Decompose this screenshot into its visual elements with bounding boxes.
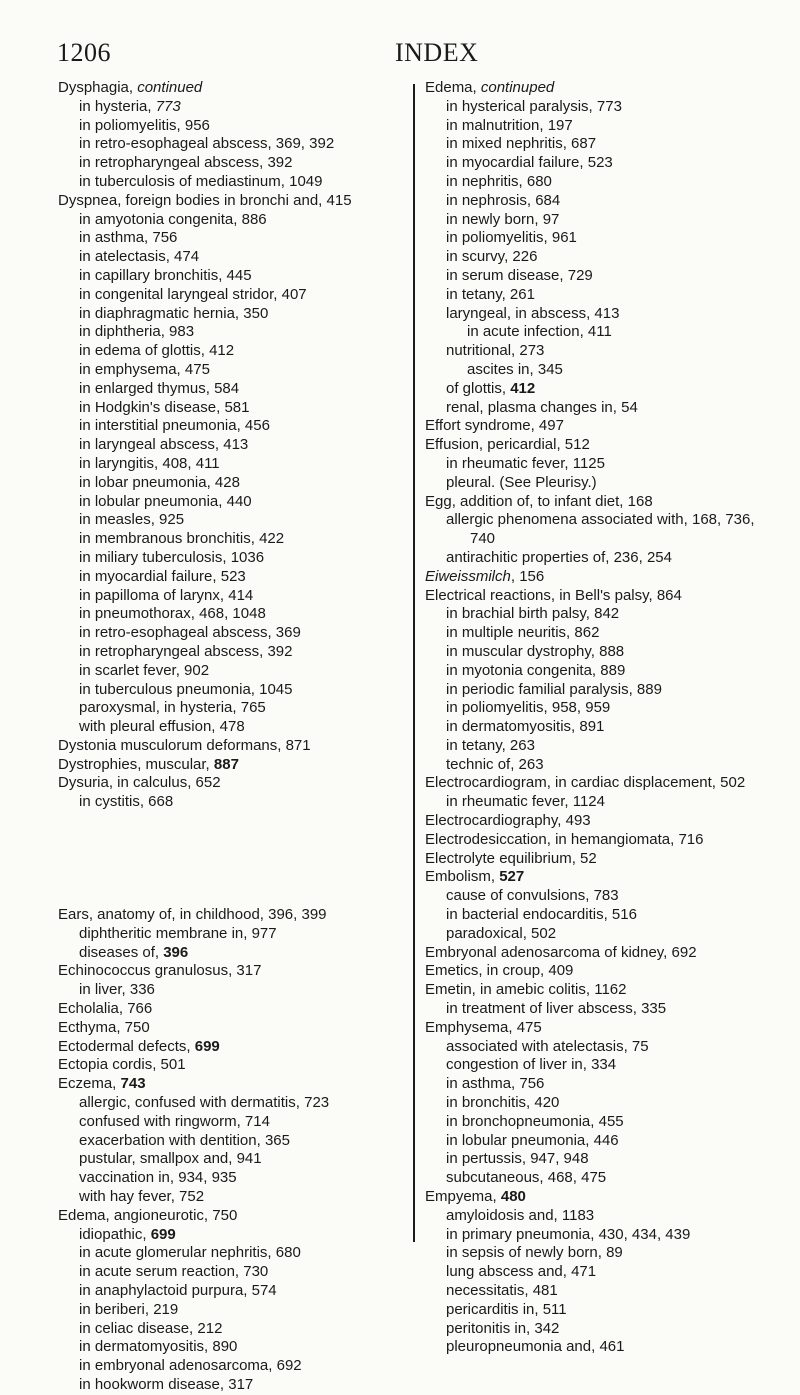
index-entry (425, 1019, 770, 1038)
index-subentry (58, 1113, 410, 1132)
entry-text: 887 (213, 755, 239, 773)
entry-text: laryngeal, in abscess, 413 (446, 304, 620, 322)
entry-text: lung abscess and, 471 (446, 1263, 597, 1281)
index-subentry (58, 718, 410, 737)
index-subentry (58, 455, 410, 474)
index-entry (425, 493, 770, 512)
entry-text: subcutaneous, 468, 475 (446, 1169, 607, 1187)
entry-text: 699 (194, 1037, 220, 1055)
index-entry (58, 1038, 410, 1057)
index-subentry (58, 493, 410, 512)
entry-text: renal, plasma changes in, 54 (446, 398, 638, 416)
index-entry (58, 1056, 410, 1075)
entry-text: , 156 (510, 567, 545, 585)
index-subentry (425, 549, 770, 568)
entry-text: in lobular pneumonia, 446 (446, 1131, 619, 1149)
index-subentry (58, 568, 410, 587)
index-entry (425, 436, 770, 455)
index-subentry (58, 323, 410, 342)
index-subentry (425, 1113, 770, 1132)
entry-text: in periodic familial paralysis, 889 (446, 680, 662, 698)
entry-text: in dermatomyositis, 891 (446, 718, 605, 736)
entry-text: allergic, confused with dermatitis, 723 (79, 1094, 330, 1112)
entry-text: Ectodermal defects, (58, 1037, 195, 1055)
entry-text: in retropharyngeal abscess, 392 (79, 154, 293, 172)
entry-text: in rheumatic fever, 1125 (446, 454, 605, 472)
index-subentry (58, 1244, 410, 1263)
index-subentry (58, 267, 410, 286)
index-subentry (425, 1038, 770, 1057)
index-subentry (58, 624, 410, 643)
entry-text: Ecthyma, 750 (58, 1018, 150, 1036)
index-subentry (58, 1338, 410, 1357)
entry-text: Emphysema, 475 (425, 1018, 542, 1036)
entry-text: amyloidosis and, 1183 (446, 1206, 595, 1224)
index-entry (58, 192, 410, 211)
index-subentry (58, 305, 410, 324)
entry-text: in myocardial failure, 523 (446, 154, 613, 172)
page-number: 1206 (57, 38, 111, 67)
index-subentry (425, 1263, 770, 1282)
entry-text: diseases of, (79, 943, 164, 961)
entry-text: in tuberculous pneumonia, 1045 (79, 680, 293, 698)
index-subentry (425, 906, 770, 925)
entry-text: pleural. (See Pleurisy.) (446, 473, 597, 491)
entry-text: in primary pneumonia, 430, 434, 439 (446, 1225, 691, 1243)
index-subentry (58, 681, 410, 700)
entry-text: in embryonal adenosarcoma, 692 (79, 1357, 302, 1375)
entry-text: in acute serum reaction, 730 (79, 1263, 269, 1281)
entry-text: in measles, 925 (79, 511, 185, 529)
index-column-right (425, 79, 770, 1357)
entry-text: in mixed nephritis, 687 (446, 135, 597, 153)
index-subentry (425, 605, 770, 624)
entry-text: Ectopia cordis, 501 (58, 1056, 186, 1074)
index-subentry (58, 662, 410, 681)
entry-text: in newly born, 97 (446, 210, 560, 228)
entry-text: in membranous bronchitis, 422 (79, 530, 285, 548)
entry-text: paroxysmal, in hysteria, 765 (79, 699, 266, 717)
entry-text: Dysphagia, (58, 79, 138, 96)
entry-text: in miliary tuberculosis, 1036 (79, 548, 265, 566)
index-subentry (425, 1338, 770, 1357)
index-subentry (425, 1132, 770, 1151)
entry-text: continued (137, 79, 203, 96)
entry-text: pustular, smallpox and, 941 (79, 1150, 262, 1168)
index-subentry (58, 474, 410, 493)
index-entry (58, 1019, 410, 1038)
entry-text: diphtheritic membrane in, 977 (79, 924, 277, 942)
index-entry (425, 850, 770, 869)
entry-text: in laryngitis, 408, 411 (79, 454, 220, 472)
index-subentry (58, 1150, 410, 1169)
index-subentry (425, 1226, 770, 1245)
index-subentry (58, 643, 410, 662)
index-subentry (425, 380, 770, 399)
entry-text: in bronchopneumonia, 455 (446, 1112, 624, 1130)
index-subentry (425, 643, 770, 662)
index-subentry (425, 286, 770, 305)
index-subentry (425, 135, 770, 154)
entry-text: in amyotonia congenita, 886 (79, 210, 267, 228)
entry-text: Edema, (425, 79, 481, 96)
entry-text: in capillary bronchitis, 445 (79, 266, 252, 284)
entry-text: exacerbation with dentition, 365 (79, 1131, 290, 1149)
index-subentry (425, 229, 770, 248)
index-subentry (425, 1000, 770, 1019)
index-subentry (425, 1056, 770, 1075)
index-subentry (425, 737, 770, 756)
entry-text: in treatment of liver abscess, 335 (446, 1000, 667, 1018)
entry-text: in laryngeal abscess, 413 (79, 436, 249, 454)
entry-text: ascites in, 345 (467, 360, 563, 378)
index-subentry (58, 135, 410, 154)
entry-text: Echinococcus granulosus, 317 (58, 962, 262, 980)
index-subentry (58, 1357, 410, 1376)
entry-text: in poliomyelitis, 958, 959 (446, 699, 611, 717)
entry-text: in myocardial failure, 523 (79, 567, 246, 585)
entry-text: in lobular pneumonia, 440 (79, 492, 252, 510)
entry-text: Effort syndrome, 497 (425, 417, 564, 435)
entry-text: idiopathic, (79, 1225, 151, 1243)
index-subentry (425, 1244, 770, 1263)
index-subentry (58, 1263, 410, 1282)
index-subentry (58, 530, 410, 549)
entry-text: 527 (499, 868, 525, 886)
entry-text: Dysuria, in calculus, 652 (58, 774, 221, 792)
entry-text: technic of, 263 (446, 755, 544, 773)
entry-text: in myotonia congenita, 889 (446, 661, 626, 679)
entry-text: in bronchitis, 420 (446, 1094, 560, 1112)
index-entry (425, 962, 770, 981)
index-subentry (425, 173, 770, 192)
index-subentry (58, 605, 410, 624)
entry-text: in anaphylactoid purpura, 574 (79, 1282, 277, 1300)
index-subentry (58, 117, 410, 136)
entry-text: in serum disease, 729 (446, 266, 593, 284)
index-subentry (425, 1207, 770, 1226)
entry-text: confused with ringworm, 714 (79, 1112, 270, 1130)
entry-text: vaccination in, 934, 935 (79, 1169, 237, 1187)
index-subentry (425, 117, 770, 136)
entry-text: nutritional, 273 (446, 342, 545, 360)
entry-text: of glottis, (446, 379, 511, 397)
index-subentry (425, 267, 770, 286)
entry-text: in hysterical paralysis, 773 (446, 97, 622, 115)
index-subentry (425, 1169, 770, 1188)
entry-text: in poliomyelitis, 956 (79, 116, 210, 134)
index-subentry (425, 211, 770, 230)
index-subentry (425, 154, 770, 173)
entry-text: in diphtheria, 983 (79, 323, 195, 341)
index-subentry (425, 98, 770, 117)
index-subentry (58, 944, 410, 963)
entry-text: in beriberi, 219 (79, 1300, 179, 1318)
entry-text: Electrical reactions, in Bell's palsy, 864 (425, 586, 682, 604)
entry-text: Emetics, in croup, 409 (425, 962, 574, 980)
index-subentry (58, 436, 410, 455)
entry-text: pleuropneumonia and, 461 (446, 1338, 625, 1356)
entry-text: in asthma, 756 (446, 1075, 545, 1093)
entry-text: in poliomyelitis, 961 (446, 229, 577, 247)
index-subentry (58, 549, 410, 568)
index-subentry (58, 587, 410, 606)
index-subentry (425, 925, 770, 944)
entry-text: in nephrosis, 684 (446, 191, 561, 209)
entry-text: allergic phenomena associated with, 168, 736, 740 (446, 511, 755, 548)
index-subentry (425, 793, 770, 812)
index-entry (425, 812, 770, 831)
entry-text: in pneumothorax, 468, 1048 (79, 605, 266, 623)
index-subentry (58, 154, 410, 173)
index-subentry (58, 981, 410, 1000)
index-column-left (58, 79, 410, 1395)
entry-text: necessitatis, 481 (446, 1282, 558, 1299)
index-subentry (425, 718, 770, 737)
entry-text: associated with atelectasis, 75 (446, 1037, 649, 1055)
index-subentry (58, 380, 410, 399)
index-subentry (425, 1150, 770, 1169)
entry-text: pericarditis in, 511 (446, 1300, 567, 1318)
index-subentry (425, 192, 770, 211)
entry-text: in pertussis, 947, 948 (446, 1150, 589, 1168)
entry-text: Empyema, (425, 1188, 501, 1206)
index-subentry (58, 173, 410, 192)
entry-text: in atelectasis, 474 (79, 248, 200, 266)
index-subentry (58, 793, 410, 812)
index-subentry (58, 1301, 410, 1320)
entry-text: Embolism, (425, 868, 500, 886)
index-subentry (425, 756, 770, 775)
index-entry (58, 79, 410, 98)
entry-text: Ears, anatomy of, in childhood, 396, 399 (58, 906, 327, 924)
index-subentry (425, 887, 770, 906)
entry-text: in celiac disease, 212 (79, 1319, 223, 1337)
index-entry (58, 756, 410, 775)
index-entry (58, 906, 410, 925)
section-gap (58, 812, 410, 906)
index-entry (425, 1188, 770, 1207)
entry-text: in retro-esophageal abscess, 369, 392 (79, 135, 335, 153)
index-subentry (425, 1094, 770, 1113)
index-subentry (58, 248, 410, 267)
index-subentry (425, 474, 770, 493)
index-subentry (58, 1132, 410, 1151)
entry-text: Egg, addition of, to infant diet, 168 (425, 492, 653, 510)
index-subentry (425, 511, 770, 549)
entry-text: Dystrophies, muscular, (58, 755, 214, 773)
index-entry (425, 417, 770, 436)
entry-text: Edema, angioneurotic, 750 (58, 1206, 238, 1224)
page-header (57, 38, 747, 68)
index-subentry (425, 1282, 770, 1301)
index-subentry (425, 361, 770, 380)
entry-text: in asthma, 756 (79, 229, 178, 247)
index-subentry (58, 417, 410, 436)
column-divider (413, 84, 415, 1242)
index-subentry (425, 662, 770, 681)
index-entry (58, 1075, 410, 1094)
entry-text: in sepsis of newly born, 89 (446, 1244, 623, 1262)
index-subentry (58, 1282, 410, 1301)
index-subentry (425, 1320, 770, 1339)
entry-text: in liver, 336 (79, 981, 155, 999)
entry-text: continuped (480, 79, 555, 96)
index-subentry (58, 286, 410, 305)
entry-text: with hay fever, 752 (79, 1188, 205, 1206)
index-subentry (58, 211, 410, 230)
entry-text: in scarlet fever, 902 (79, 661, 210, 679)
entry-text: in enlarged thymus, 584 (79, 379, 240, 397)
index-subentry (425, 1075, 770, 1094)
entry-text: in interstitial pneumonia, 456 (79, 417, 270, 435)
index-entry (58, 1000, 410, 1019)
entry-text: in papilloma of larynx, 414 (79, 586, 254, 604)
entry-text: peritonitis in, 342 (446, 1319, 560, 1337)
index-entry (425, 831, 770, 850)
index-subentry (425, 1301, 770, 1320)
index-entry (425, 587, 770, 606)
index-subentry (58, 1226, 410, 1245)
entry-text: in Hodgkin's disease, 581 (79, 398, 250, 416)
index-entry (58, 737, 410, 756)
entry-text: with pleural effusion, 478 (79, 718, 245, 736)
entry-text: Emetin, in amebic colitis, 1162 (425, 981, 627, 999)
index-subentry (58, 1169, 410, 1188)
entry-text: in rheumatic fever, 1124 (446, 793, 605, 811)
index-subentry (425, 399, 770, 418)
index-subentry (58, 1094, 410, 1113)
index-subentry (425, 681, 770, 700)
entry-text: in congenital laryngeal stridor, 407 (79, 285, 307, 303)
entry-text: Dyspnea, foreign bodies in bronchi and, 415 (58, 191, 352, 209)
entry-text: in cystitis, 668 (79, 793, 174, 811)
index-entry (58, 774, 410, 793)
index-subentry (425, 342, 770, 361)
entry-text: in acute glomerular nephritis, 680 (79, 1244, 301, 1262)
index-subentry (425, 305, 770, 324)
index-entry (58, 962, 410, 981)
entry-text: Electrocardiography, 493 (425, 812, 591, 830)
entry-text: 480 (500, 1188, 526, 1206)
index-entry (58, 1207, 410, 1226)
entry-text: in bacterial endocarditis, 516 (446, 906, 637, 924)
index-subentry (425, 248, 770, 267)
entry-text: in acute infection, 411 (467, 323, 612, 341)
entry-text: in scurvy, 226 (446, 248, 538, 266)
entry-text: paradoxical, 502 (446, 924, 557, 942)
index-subentry (425, 699, 770, 718)
entry-text: Echolalia, 766 (58, 1000, 153, 1018)
entry-text: in emphysema, 475 (79, 360, 210, 378)
index-subentry (425, 323, 770, 342)
index-entry (425, 944, 770, 963)
entry-text: Electrocardiogram, in cardiac displacement, 502 (425, 774, 746, 792)
entry-text: in multiple neuritis, 862 (446, 624, 600, 642)
page-title: INDEX (395, 38, 479, 67)
entry-text: antirachitic properties of, 236, 254 (446, 548, 672, 566)
entry-text: in muscular dystrophy, 888 (446, 642, 625, 660)
entry-text: in tetany, 263 (446, 736, 535, 754)
index-subentry (425, 455, 770, 474)
index-entry (425, 774, 770, 793)
entry-text: 699 (150, 1225, 176, 1243)
entry-text: in tetany, 261 (446, 285, 535, 303)
entry-text: in edema of glottis, 412 (79, 342, 235, 360)
entry-text: Effusion, pericardial, 512 (425, 436, 590, 454)
entry-text: in diaphragmatic hernia, 350 (79, 304, 269, 322)
entry-text: 773 (155, 97, 181, 115)
index-entry (425, 79, 770, 98)
index-subentry (58, 229, 410, 248)
entry-text: in nephritis, 680 (446, 172, 552, 190)
entry-text: in retro-esophageal abscess, 369 (79, 624, 301, 642)
index-subentry (58, 925, 410, 944)
entry-text: Electrolyte equilibrium, 52 (425, 849, 597, 867)
entry-text: Embryonal adenosarcoma of kidney, 692 (425, 943, 697, 961)
entry-text: Eiweissmilch (425, 567, 511, 585)
entry-text: in malnutrition, 197 (446, 116, 573, 134)
index-subentry (58, 1320, 410, 1339)
index-subentry (425, 624, 770, 643)
index-subentry (58, 1188, 410, 1207)
entry-text: 743 (120, 1075, 146, 1093)
entry-text: in lobar pneumonia, 428 (79, 473, 240, 491)
entry-text: 412 (510, 379, 536, 397)
index-entry (425, 868, 770, 887)
entry-text: in dermatomyositis, 890 (79, 1338, 238, 1356)
index-subentry (58, 361, 410, 380)
entry-text: in brachial birth palsy, 842 (446, 605, 620, 623)
index-subentry (58, 1376, 410, 1395)
entry-text: in hookworm disease, 317 (79, 1376, 254, 1393)
entry-text: congestion of liver in, 334 (446, 1056, 617, 1074)
entry-text: 396 (163, 943, 189, 961)
index-entry (425, 981, 770, 1000)
entry-text: Dystonia musculorum deformans, 871 (58, 736, 311, 754)
index-subentry (58, 399, 410, 418)
entry-text: in hysteria, (79, 97, 156, 115)
entry-text: Eczema, (58, 1075, 121, 1093)
index-subentry (58, 98, 410, 117)
entry-text: in retropharyngeal abscess, 392 (79, 642, 293, 660)
entry-text: Electrodesiccation, in hemangiomata, 716 (425, 830, 704, 848)
entry-text: cause of convulsions, 783 (446, 887, 619, 905)
index-entry (425, 568, 770, 587)
index-subentry (58, 511, 410, 530)
index-subentry (58, 342, 410, 361)
entry-text: in tuberculosis of mediastinum, 1049 (79, 172, 323, 190)
index-subentry (58, 699, 410, 718)
